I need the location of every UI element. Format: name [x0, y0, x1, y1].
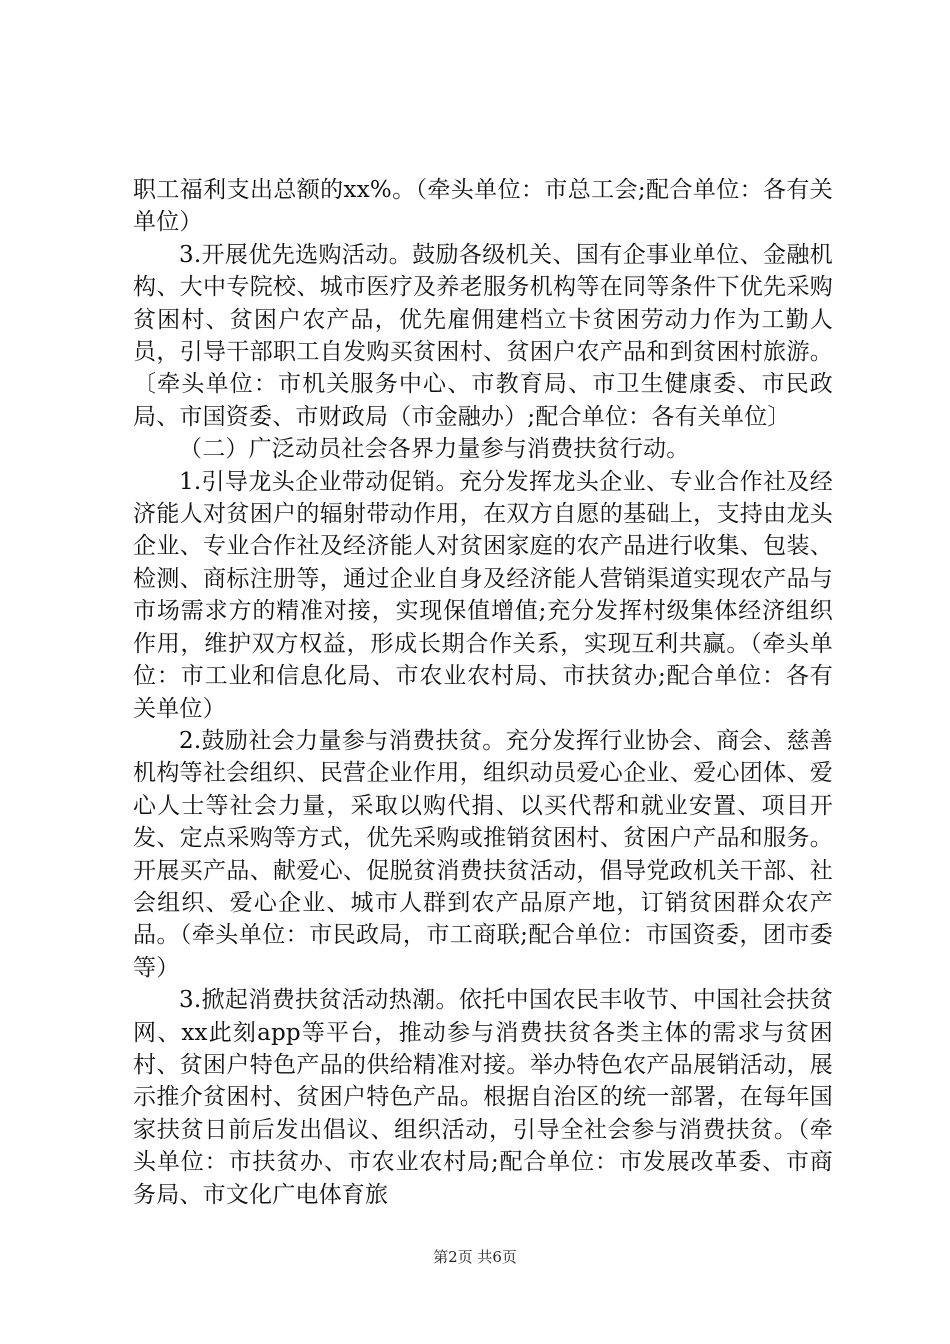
paragraph-3: （二）广泛动员社会各界力量参与消费扶贫行动。 [179, 436, 690, 463]
paragraph-6: 3.掀起消费扶贫活动热潮。依托中国农民丰收节、中国社会扶贫网、xx此刻app等平台，推动参与消费扶贫各类主体的需求与贫困村、贫困户特色产品的供给精准对接。举办特色农产品展销活动，展示推介贫困村、贫困户特色产品。根据自治区的统一部署，在每年国家扶贫日前后发出倡议、组织活动，引导全社会参与消费扶贫。（牵头单位：市扶贫办、市农业农村局;配合单位：市发展改革委、市商务局、市文化广电体育旅 [133, 987, 833, 1208]
paragraph-2: 3.开展优先选购活动。鼓励各级机关、国有企事业单位、金融机构、大中专院校、城市医疗及养老服务机构等在同等条件下优先采购贫困村、贫困户农产品，优先雇佣建档立卡贫困劳动力作为工勤人员，引导干部职工自发购买贫困村、贫困户农产品和到贫困村旅游。〔牵头单位：市机关服务中心、市教育局、市卫生健康委、市民政局、市国资委、市财政局（市金融办）;配合单位：各有关单位〕 [133, 241, 833, 430]
paragraph-4: 1.引导龙头企业带动促销。充分发挥龙头企业、专业合作社及经济能人对贫困户的辐射带动作用，在双方自愿的基础上，支持由龙头企业、专业合作社及经济能人对贫困家庭的农产品进行收集、包装、检测、商标注册等，通过企业自身及经济能人营销渠道实现农产品与市场需求方的精准对接，实现保值增值;充分发挥村级集体经济组织作用，维护双方权益，形成长期合作关系，实现互利共赢。（牵头单位：市工业和信息化局、市农业农村局、市扶贫办;配合单位：各有关单位） [133, 468, 833, 722]
document-body [133, 174, 833, 1211]
page-number-footer: 第2页 共6页 [433, 1248, 517, 1266]
paragraph-5: 2.鼓励社会力量参与消费扶贫。充分发挥行业协会、商会、慈善机构等社会组织、民营企业作用，组织动员爱心企业、爱心团体、爱心人士等社会力量，采取以购代捐、以买代帮和就业安置、项目开发、定点采购等方式，优先采购或推销贫困村、贫困户产品和服务。开展买产品、献爱心、促脱贫消费扶贫活动，倡导党政机关干部、社会组织、爱心企业、城市人群到农产品原产地，订销贫困群众农产品。（牵头单位：市民政局，市工商联;配合单位：市国资委，团市委等） [133, 727, 833, 981]
paragraph-1: 职工福利支出总额的xx%。（牵头单位：市总工会;配合单位：各有关单位） [133, 177, 833, 236]
